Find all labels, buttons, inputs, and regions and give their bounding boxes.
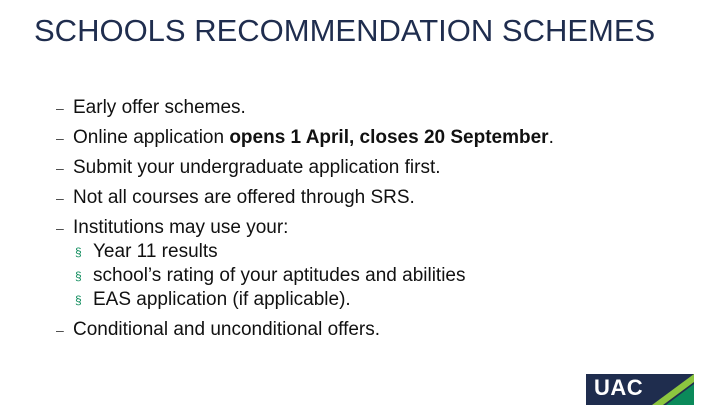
sub-bullet-item bbox=[73, 240, 554, 264]
dash-bullet-icon: – bbox=[56, 322, 64, 338]
dash-bullet-icon: – bbox=[56, 100, 64, 116]
bullet-text: Institutions may use your: bbox=[73, 217, 289, 238]
logo-text: UAC bbox=[594, 375, 644, 400]
bullet-item bbox=[56, 156, 554, 180]
sub-bullet-text: Year 11 results bbox=[93, 241, 218, 262]
bullet-text: Conditional and unconditional offers. bbox=[73, 319, 381, 340]
slide-title: SCHOOLS RECOMMENDATION SCHEMES bbox=[34, 13, 656, 48]
section-bullet-icon: § bbox=[75, 293, 82, 307]
bullet-item bbox=[56, 186, 554, 210]
uac-logo bbox=[586, 374, 694, 405]
bullet-item bbox=[56, 216, 554, 312]
bullet-list bbox=[56, 96, 554, 348]
section-bullet-icon: § bbox=[75, 269, 82, 283]
sub-bullet-text: school’s rating of your aptitudes and abilities bbox=[93, 265, 466, 286]
dash-bullet-icon: – bbox=[56, 220, 64, 236]
bullet-text-end: . bbox=[548, 127, 554, 148]
dash-bullet-icon: – bbox=[56, 190, 64, 206]
bullet-item bbox=[56, 318, 554, 342]
bullet-text: Online application bbox=[73, 127, 230, 148]
sub-bullet-item bbox=[73, 288, 554, 312]
sub-bullet-list bbox=[73, 240, 554, 312]
bullet-text: Early offer schemes. bbox=[73, 97, 246, 118]
sub-bullet-text: EAS application (if applicable). bbox=[93, 289, 351, 310]
bullet-text: Submit your undergraduate application first. bbox=[73, 157, 441, 178]
bullet-item bbox=[56, 96, 554, 120]
section-bullet-icon: § bbox=[75, 245, 82, 259]
dash-bullet-icon: – bbox=[56, 130, 64, 146]
dash-bullet-icon: – bbox=[56, 160, 64, 176]
bullet-item bbox=[56, 126, 554, 150]
sub-bullet-item bbox=[73, 264, 554, 288]
bullet-text: Not all courses are offered through SRS. bbox=[73, 187, 415, 208]
bullet-bold-text: opens 1 April, closes 20 September bbox=[229, 127, 549, 148]
